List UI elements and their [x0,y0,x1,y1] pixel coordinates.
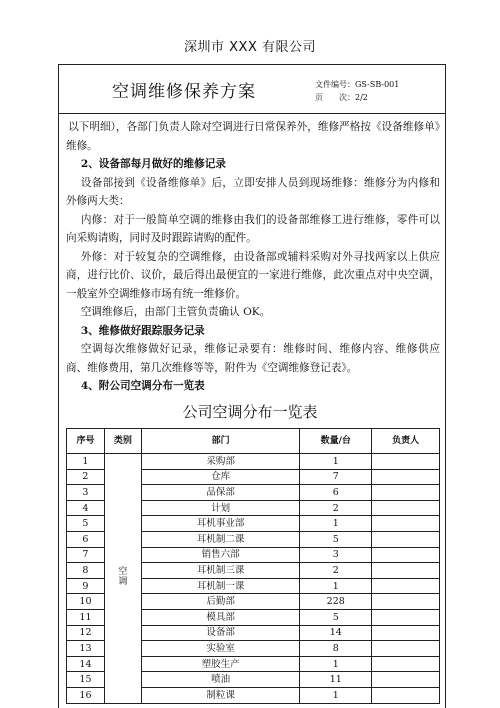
cell-no: 4 [67,500,105,516]
section-heading-4: 4、附公司空调分布一览表 [80,380,205,392]
cell-no: 6 [67,531,105,547]
header-owner: 负责人 [372,429,440,454]
document-meta [315,78,399,104]
cell-owner [372,531,440,547]
page-number: 页 次：2/2 [315,93,368,102]
document-title: 空调维修保养方案 [112,81,256,102]
cell-qty: 228 [300,594,372,610]
cell-qty: 8 [300,641,372,657]
cell-dept: 耳机制一课 [141,578,300,594]
paragraph-external-repair: 外修：对于较复杂的空调维修，由设备部或辅料采购对外寻找两家以上供应商，进行比价、议价，最后得出最便宜的一家进行维修，此次重点对中央空调，一般室外空调维修市场有统一维修价。 [66,250,440,300]
cell-no: 13 [67,641,105,657]
cell-category [104,454,141,704]
cell-no: 7 [67,547,105,563]
cell-owner [372,547,440,563]
cell-no: 8 [67,563,105,579]
cell-qty: 1 [300,578,372,594]
cell-qty: 2 [300,563,372,579]
table-title: 公司空调分布一览表 [182,403,318,421]
cell-qty: 1 [300,656,372,672]
cell-dept: 仓库 [141,469,300,485]
cell-owner [372,485,440,501]
cell-dept: 采购部 [141,454,300,470]
cell-owner [372,641,440,657]
cell-owner [372,656,440,672]
cell-no: 5 [67,516,105,532]
paragraph-confirm: 空调维修后，由部门主管负责确认 OK。 [80,306,271,318]
paragraph-internal-repair: 内修：对于一般简单空调的维修由我们的设备部维修工进行维修，零件可以向采购请购，同时及时跟踪请购的配件。 [66,213,440,244]
company-name: 深圳市 XXX 有限公司 [184,40,316,55]
cell-owner [372,469,440,485]
cell-no: 16 [67,687,105,703]
cell-no: 1 [67,454,105,470]
cell-dept: 实验室 [141,641,300,657]
cell-dept: 设备部 [141,625,300,641]
cell-qty: 6 [300,485,372,501]
cell-dept: 耳机制三课 [141,563,300,579]
cell-owner [372,672,440,688]
cell-qty: 5 [300,531,372,547]
cell-dept: 品保部 [141,485,300,501]
cell-dept: 计划 [141,500,300,516]
cell-dept: 后勤部 [141,594,300,610]
cell-no: 12 [67,625,105,641]
cell-owner [372,516,440,532]
body-text [66,118,440,396]
cell-dept: 制粒课 [141,687,300,703]
section-heading-3: 3、维修做好跟踪服务记录 [80,324,205,337]
cell-dept: 模具部 [141,609,300,625]
cell-qty: 5 [300,609,372,625]
cell-no: 11 [67,609,105,625]
table-header-row [67,429,440,454]
section-heading-2: 2、设备部每月做好的维修记录 [80,158,226,170]
cell-owner [372,500,440,516]
paragraph-records: 空调每次维修做好记录，维修记录要有：维修时间、维修内容、维修供应商、维修费用，第几次维修等等，附件为《空调维修登记表》。 [66,343,440,374]
category-label: 空调 [118,567,128,588]
cell-dept: 耳机事业部 [141,516,300,532]
cell-qty: 14 [300,625,372,641]
table-body [67,454,440,704]
cell-no: 10 [67,594,105,610]
header-category: 类别 [104,429,141,454]
header-qty: 数量/台 [300,429,372,454]
cell-qty: 7 [300,469,372,485]
cell-dept: 塑胶生产 [141,656,300,672]
table-row [67,454,440,470]
cell-owner [372,625,440,641]
cell-owner [372,594,440,610]
cell-no: 14 [67,656,105,672]
cell-owner [372,687,440,703]
cell-qty: 1 [300,687,372,703]
cell-owner [372,578,440,594]
file-number: 文件编号：GS-SB-001 [315,80,400,89]
cell-qty: 11 [300,672,372,688]
cell-dept: 销售六部 [141,547,300,563]
ac-distribution-table [66,428,440,704]
cell-dept: 喷油 [141,672,300,688]
header-dept: 部门 [141,429,300,454]
cell-no: 15 [67,672,105,688]
cell-no: 2 [67,469,105,485]
cell-owner [372,454,440,470]
cell-qty: 2 [300,500,372,516]
document-header [58,64,446,114]
cell-no: 9 [67,578,105,594]
cell-owner [372,563,440,579]
cell-no: 3 [67,485,105,501]
cell-qty: 1 [300,454,372,470]
cell-qty: 3 [300,547,372,563]
cell-owner [372,609,440,625]
cell-dept: 耳机制二课 [141,531,300,547]
cell-qty: 1 [300,516,372,532]
header-no: 序号 [67,429,105,454]
paragraph-intro: 以下明细），各部门负责人除对空调进行日常保养外，维修严格按《设备维修单》维修。 [66,121,440,152]
paragraph-repair-intro: 设备部接到《设备维修单》后，立即安排人员到现场维修：维修分为内修和外修两大类： [66,176,440,207]
